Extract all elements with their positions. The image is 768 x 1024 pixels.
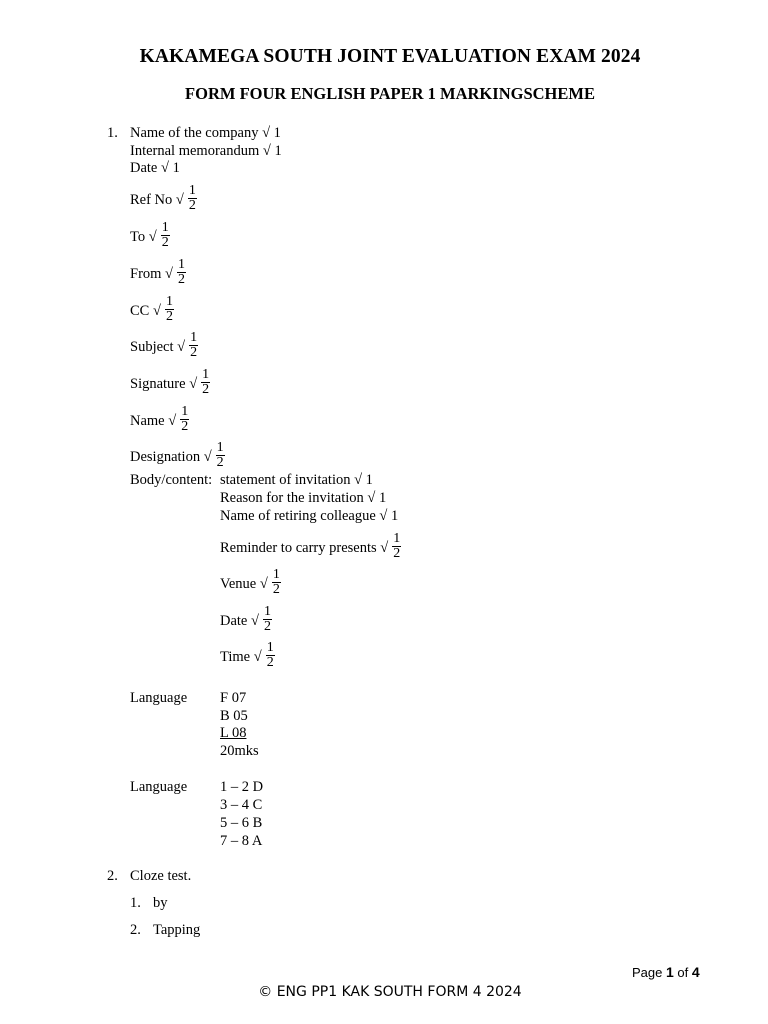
question-1-number: 1. <box>107 125 118 141</box>
item-label: Date √ <box>220 612 259 629</box>
band-2: 3 – 4 C <box>220 797 263 813</box>
item-label: Ref No √ <box>130 191 184 208</box>
q1-body-venue <box>220 567 281 599</box>
q1-item-name <box>130 404 189 436</box>
mark-total: 20mks <box>220 743 259 759</box>
q1-item-subject <box>130 330 198 362</box>
cloze-answer-1-number: 1. <box>130 895 141 911</box>
mark-format: F 07 <box>220 690 247 706</box>
page-total: 4 <box>691 964 700 980</box>
half-fraction: $\frac{1}{2}$ <box>178 257 186 287</box>
band-1: 1 – 2 D <box>220 779 264 795</box>
band-3: 5 – 6 B <box>220 815 263 831</box>
q1-body-statement: statement of invitation √ 1 <box>220 472 373 488</box>
item-label: Subject √ <box>130 338 186 355</box>
question-2-label: Cloze test. <box>130 868 192 884</box>
q1-body-date <box>220 604 272 636</box>
half-fraction: $\frac{1}{2}$ <box>393 531 401 561</box>
q1-body-colleague: Name of retiring colleague √ 1 <box>220 508 399 524</box>
q1-item-internal-memo: Internal memorandum √ 1 <box>130 143 282 159</box>
item-label: Venue √ <box>220 575 268 592</box>
half-fraction: $\frac{1}{2}$ <box>165 294 173 324</box>
half-fraction: $\frac{1}{2}$ <box>202 367 210 397</box>
item-label: Time √ <box>220 648 262 665</box>
q1-body-time <box>220 640 275 672</box>
page-prefix: Page <box>632 965 666 980</box>
item-label: Name √ <box>130 412 177 429</box>
half-fraction: $\frac{1}{2}$ <box>181 404 189 434</box>
half-fraction: $\frac{1}{2}$ <box>216 440 224 470</box>
cloze-answer-1: by <box>153 895 168 911</box>
q1-item-cc <box>130 294 174 326</box>
mark-body: B 05 <box>220 708 248 724</box>
mark-language: L 08 <box>220 725 247 741</box>
cloze-answer-2-number: 2. <box>130 922 141 938</box>
cloze-answer-2: Tapping <box>153 922 201 938</box>
exam-subtitle: FORM FOUR ENGLISH PAPER 1 MARKINGSCHEME <box>185 84 595 103</box>
half-fraction: $\frac{1}{2}$ <box>266 640 274 670</box>
q1-item-company: Name of the company √ 1 <box>130 125 281 141</box>
item-label: From √ <box>130 265 174 282</box>
item-label: Signature √ <box>130 375 198 392</box>
q1-body-reminder <box>220 531 401 563</box>
question-2-number: 2. <box>107 868 118 884</box>
language-label-1: Language <box>130 690 188 706</box>
q1-body-label: Body/content: <box>130 472 213 488</box>
half-fraction: $\frac{1}{2}$ <box>272 567 280 597</box>
item-label: CC √ <box>130 302 161 319</box>
item-label: To √ <box>130 228 157 245</box>
q1-item-signature <box>130 367 210 399</box>
band-4: 7 – 8 A <box>220 833 263 849</box>
q1-item-from <box>130 257 186 289</box>
half-fraction: $\frac{1}{2}$ <box>190 330 198 360</box>
item-label: Designation √ <box>130 448 212 465</box>
q1-body-reason: Reason for the invitation √ 1 <box>220 490 387 506</box>
q1-item-to <box>130 220 170 252</box>
exam-title: KAKAMEGA SOUTH JOINT EVALUATION EXAM 2024 <box>139 46 641 67</box>
half-fraction: $\frac{1}{2}$ <box>188 183 196 213</box>
page-number <box>632 964 700 980</box>
footer-copyright: © ENG PP1 KAK SOUTH FORM 4 2024 <box>258 984 522 1000</box>
item-label: Reminder to carry presents √ <box>220 539 389 556</box>
q1-item-date: Date √ 1 <box>130 160 180 176</box>
q1-item-ref-no <box>130 183 197 215</box>
page-current: 1 <box>665 964 674 980</box>
language-label-2: Language <box>130 779 188 795</box>
half-fraction: $\frac{1}{2}$ <box>161 220 169 250</box>
q1-item-designation <box>130 440 225 472</box>
page-of: of <box>673 965 692 980</box>
half-fraction: $\frac{1}{2}$ <box>263 604 271 634</box>
